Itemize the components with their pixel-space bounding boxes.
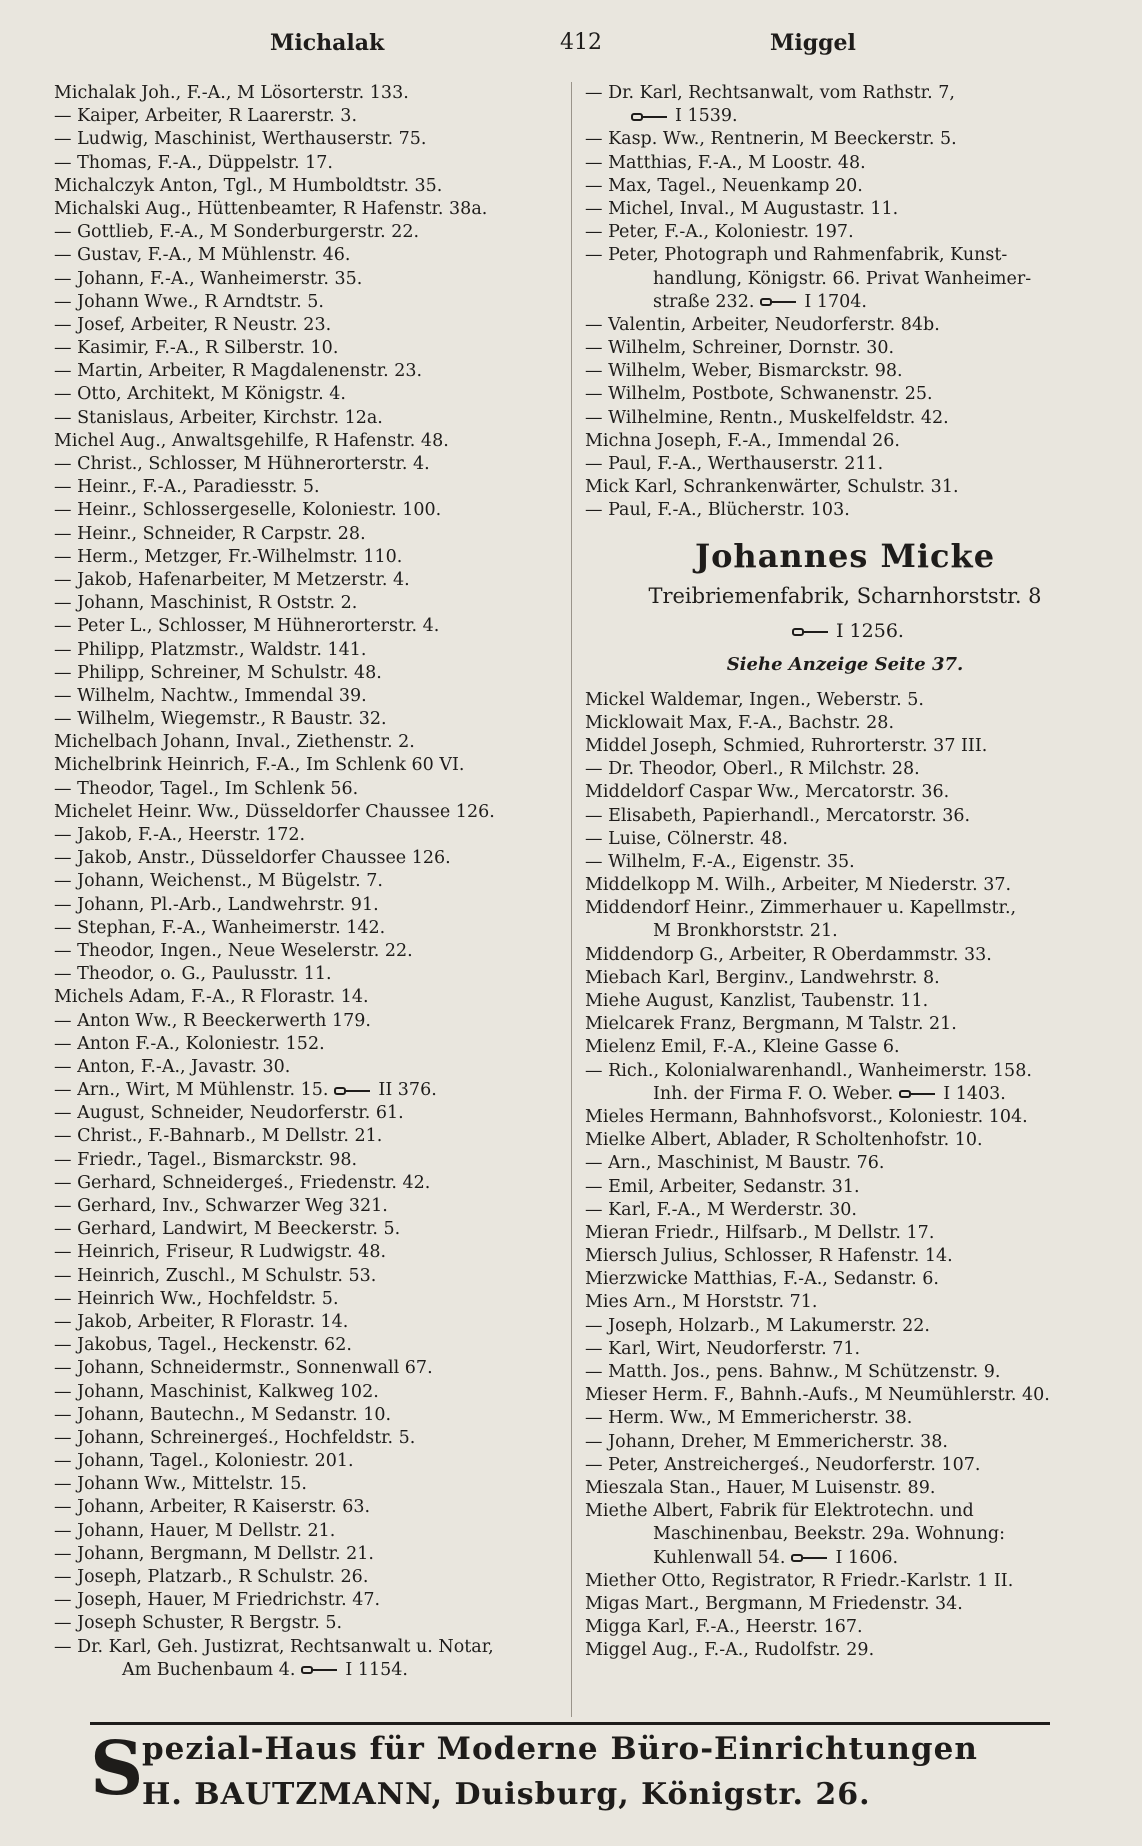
entry-text: — Josef, Arbeiter, R Neustr. 23. [54,314,332,335]
directory-entry [585,781,1105,804]
directory-entry [54,1033,559,1056]
entry-text: — Johann, Bautechn., M Sedanstr. 10. [54,1404,392,1425]
directory-entry [585,1176,1105,1199]
directory-entry [54,940,559,963]
directory-entry [54,152,559,175]
entry-text: — Johann, Dreher, M Emmericherstr. 38. [585,1431,948,1452]
entry-text: — Paul, F.-A., Werthauserstr. 211. [585,454,884,474]
directory-entry [54,847,559,870]
directory-entry [585,1222,1105,1245]
entry-text: — Karl, F.-A., M Werderstr. 30. [585,1199,857,1220]
telephone-number: I 1704. [804,291,867,312]
entry-text: — Kaiper, Arbeiter, R Laarerstr. 3. [54,106,358,127]
directory-entry [585,1036,1105,1059]
entry-text: — Gerhard, Landwirt, M Beeckerstr. 5. [54,1219,401,1240]
entry-text: Migga Karl, F.-A., Heerstr. 167. [585,1617,863,1638]
directory-entry [54,986,559,1009]
entry-text: Mieles Hermann, Bahnhofsvorst., Koloniestr. 104. [585,1106,1028,1127]
directory-entry [54,662,559,685]
telephone-number: I 1539. [675,106,738,127]
entry-text: Mies Arn., M Horststr. 71. [585,1292,818,1313]
entry-text: Inh. der Firma F. O. Weber. [653,1083,894,1104]
directory-entry [54,198,559,221]
directory-entry [54,685,559,708]
directory-entry [54,708,559,731]
directory-entry [54,1195,559,1218]
directory-entry [585,244,1105,267]
directory-entry [54,894,559,917]
directory-entry [585,1013,1105,1036]
entry-text: — Elisabeth, Papierhandl., Mercatorstr. 36. [585,805,971,826]
directory-entry [585,1407,1105,1430]
directory-entry [585,1199,1105,1222]
entry-text: — Peter L., Schlosser, M Hühnerorterstr. 4. [54,616,440,637]
entry-text: — Rich., Kolonialwarenhandl., Wanheimerstr. 158. [585,1060,1032,1081]
entry-text: Miggel Aug., F.-A., Rudolfstr. 29. [585,1640,875,1661]
running-head-right: Miggel [770,30,856,56]
directory-entry [585,1291,1105,1314]
directory-entry [585,476,1105,499]
entry-text: Michalak Joh., F.-A., M Lösorterstr. 133. [54,83,409,103]
directory-entry [54,314,559,337]
entry-text: — Johann, Tagel., Koloniestr. 201. [54,1451,354,1472]
directory-entry [54,1566,559,1589]
right-column-entries-bottom [585,689,1105,1663]
entry-text: — Theodor, o. G., Paulusstr. 11. [54,964,332,985]
directory-entry [54,778,559,801]
directory-entry [54,1311,559,1334]
directory-entry [585,828,1105,851]
entry-text: — Gottlieb, F.-A., M Sonderburgerstr. 22. [54,222,420,243]
directory-entry [585,1338,1105,1361]
directory-entry [54,221,559,244]
directory-entry [54,546,559,569]
directory-entry [585,1106,1105,1129]
advert-phone [585,613,1105,649]
entry-text: — Kasimir, F.-A., R Silberstr. 10. [54,338,339,359]
entry-text: — Gerhard, Schneidergeś., Friedenstr. 42. [54,1172,431,1193]
directory-entry [54,499,559,522]
entry-text: — Wilhelm, Schreiner, Dornstr. 30. [585,338,895,359]
entry-text: — Wilhelm, Nachtw., Immendal 39. [54,685,367,706]
entry-text: Mieszala Stan., Hauer, M Luisenstr. 89. [585,1477,936,1498]
entry-text: — Michel, Inval., M Augustastr. 11. [585,198,899,219]
entry-text: — Dr. Karl, Rechtsanwalt, vom Rathstr. 7, [585,83,955,103]
directory-entry [585,453,1105,476]
entry-text: — Wilhelm, Weber, Bismarckstr. 98. [585,361,903,382]
entry-text: — Heinr., F.-A., Paradiesstr. 5. [54,477,320,498]
directory-entry [585,712,1105,735]
entry-text: Michels Adam, F.-A., R Florastr. 14. [54,987,369,1008]
telephone-number: I 1403. [943,1083,1006,1104]
entry-text: — Wilhelm, Postbote, Schwanenstr. 25. [585,384,933,405]
entry-text: — Wilhelm, Wiegemstr., R Baustr. 32. [54,709,387,730]
banner-initial: S [90,1726,144,1812]
directory-entry [54,476,559,499]
directory-entry [585,128,1105,151]
page-number: 412 [560,30,602,55]
directory-entry [54,1265,559,1288]
footer-advertisement-banner [90,1722,1050,1825]
running-head-left: Michalak [270,30,385,56]
directory-entry [585,82,1105,105]
entry-text: Middendorp G., Arbeiter, R Oberdammstr. 33. [585,944,992,965]
entry-text: Micklowait Max, F.-A., Bachstr. 28. [585,712,895,733]
entry-text: Miehe August, Kanzlist, Taubenstr. 11. [585,991,929,1011]
entry-text: — Johann, Schreinergeś., Hochfeldstr. 5. [54,1427,416,1448]
advert-reference: Siehe Anzeige Seite 37. [726,653,964,675]
entry-text: — Heinrich, Zuschl., M Schulstr. 53. [54,1265,377,1286]
directory-entry [585,1454,1105,1477]
directory-entry [585,1384,1105,1407]
directory-entry [54,1496,559,1519]
entry-text: Michna Joseph, F.-A., Immendal 26. [585,430,900,451]
entry-text: — Heinr., Schlossergeselle, Koloniestr. 100. [54,500,442,521]
entry-text: — Johann, Weichenst., M Bügelstr. 7. [54,871,383,892]
directory-entry [585,758,1105,781]
directory-entry [54,917,559,940]
entry-text: — Johann, F.-A., Wanheimerstr. 35. [54,268,363,289]
entry-text: — Jakob, Arbeiter, R Florastr. 14. [54,1311,349,1332]
directory-entry [54,615,559,638]
entry-text: — Arn., Wirt, M Mühlenstr. 15. [54,1080,329,1101]
directory-entry [585,1593,1105,1616]
telephone-icon [760,297,798,307]
directory-entry [54,592,559,615]
directory-entry [54,523,559,546]
telephone-icon [631,112,669,122]
entry-text: — Philipp, Platzmstr., Waldstr. 141. [54,639,367,660]
directory-entry [54,963,559,986]
entry-text: Middendorf Heinr., Zimmerhauer u. Kapellmstr., [585,898,1017,919]
entry-text: — Johann Ww., Mittelstr. 15. [54,1474,307,1495]
directory-entry [585,1268,1105,1291]
entry-text: Middeldorf Caspar Ww., Mercatorstr. 36. [585,782,950,803]
advert-phone-number: I 1256. [836,619,904,642]
entry-text: Mielenz Emil, F.-A., Kleine Gasse 6. [585,1037,900,1058]
directory-entry [54,1612,559,1635]
entry-text: — Jakob, F.-A., Heerstr. 172. [54,825,306,845]
directory-entry [54,430,559,453]
directory-entry [585,1431,1105,1454]
directory-entry [54,1102,559,1125]
entry-text: Migas Mart., Bergmann, M Friedenstr. 34. [585,1593,963,1614]
entry-text: Michalczyk Anton, Tgl., M Humboldtstr. 35. [54,175,443,196]
entry-text: Middel Joseph, Schmied, Ruhrorterstr. 37 III. [585,735,988,756]
entry-text: — Peter, Anstreichergeś., Neudorferstr. 107. [585,1454,981,1475]
entry-text: — Friedr., Tagel., Bismarckstr. 98. [54,1149,358,1170]
entry-text: — Jakobus, Tagel., Heckenstr. 62. [54,1335,352,1356]
entry-text: Maschinenbau, Beekstr. 29a. Wohnung: [653,1524,1006,1545]
directory-entry [54,128,559,151]
directory-entry [54,1056,559,1079]
directory-entry [54,1636,559,1659]
directory-entry [585,735,1105,758]
directory-entry [585,291,1105,314]
directory-entry [585,1639,1105,1662]
entry-text: — Jakob, Hafenarbeiter, M Metzerstr. 4. [54,569,410,590]
directory-entry [585,1245,1105,1268]
entry-text: Michel Aug., Anwaltsgehilfe, R Hafenstr. 48. [54,430,449,451]
telephone-icon [791,1553,829,1563]
telephone-number: I 1154. [345,1659,408,1680]
directory-entry [54,1404,559,1427]
entry-text: — Otto, Architekt, M Königstr. 4. [54,384,346,405]
entry-text: Miebach Karl, Berginv., Landwehrstr. 8. [585,967,940,988]
entry-text: straße 232. [653,291,755,312]
directory-entry [54,731,559,754]
directory-entry [585,1152,1105,1175]
entry-text: — Paul, F.-A., Blücherstr. 103. [585,500,850,521]
entry-text: Mielke Albert, Ablader, R Scholtenhofstr. 10. [585,1130,983,1151]
entry-text: — Max, Tagel., Neuenkamp 20. [585,175,863,196]
advertisement-micke [585,533,1105,681]
directory-entry [54,244,559,267]
entry-text: Kuhlenwall 54. [653,1547,786,1568]
directory-entry [54,1288,559,1311]
directory-entry [585,944,1105,967]
directory-entry [54,1241,559,1264]
directory-entry [585,805,1105,828]
entry-text: Mielcarek Franz, Bergmann, M Talstr. 21. [585,1014,957,1035]
entry-text: — Johann, Hauer, M Dellstr. 21. [54,1520,336,1541]
entry-text: — Wilhelmine, Rentn., Muskelfeldstr. 42. [585,407,949,428]
entry-text: — Stephan, F.-A., Wanheimerstr. 142. [54,917,386,938]
directory-entry [54,360,559,383]
directory-entry [54,1450,559,1473]
directory-entry [54,1172,559,1195]
entry-text: — Johann, Bergmann, M Dellstr. 21. [54,1543,374,1564]
directory-entry [585,851,1105,874]
directory-entry [585,1361,1105,1384]
directory-entry [585,268,1105,291]
telephone-icon [792,627,830,637]
entry-text: — Anton F.-A., Koloniestr. 152. [54,1033,325,1054]
entry-text: — Johann, Arbeiter, R Kaiserstr. 63. [54,1497,371,1518]
directory-entry [54,1427,559,1450]
directory-entry [54,1589,559,1612]
directory-entry [585,1083,1105,1106]
directory-entry [585,105,1105,128]
directory-entry [585,430,1105,453]
entry-text: — Thomas, F.-A., Düppelstr. 17. [54,152,333,173]
directory-entry [54,569,559,592]
entry-text: — Gustav, F.-A., M Mühlenstr. 46. [54,245,351,266]
entry-text: Miethe Albert, Fabrik für Elektrotechn. und [585,1501,974,1522]
directory-entry [585,152,1105,175]
directory-entry [585,1129,1105,1152]
telephone-number: II 376. [378,1080,437,1101]
entry-text: — Johann Wwe., R Arndtstr. 5. [54,291,324,312]
entry-text: — Theodor, Tagel., Im Schlenk 56. [54,778,359,799]
advert-name: Johannes Micke [694,536,996,575]
entry-text: — Dr. Karl, Geh. Justizrat, Rechtsanwalt u. Notar, [54,1636,494,1657]
directory-entry [585,689,1105,712]
entry-text: — Anton Ww., R Beeckerwerth 179. [54,1010,371,1031]
entry-text: Michalski Aug., Hüttenbeamter, R Hafenstr. 38a. [54,198,488,219]
entry-text: — Herm. Ww., M Emmericherstr. 38. [585,1408,913,1429]
directory-entry [585,1500,1105,1523]
directory-entry [54,407,559,430]
telephone-icon [301,1665,339,1675]
directory-entry [585,407,1105,430]
directory-entry [54,639,559,662]
banner-line-2: H. BAUTZMANN, Duisburg, Königstr. 26. [142,1777,871,1812]
entry-text: — Kasp. Ww., Rentnerin, M Beeckerstr. 5. [585,129,957,150]
directory-entry [585,990,1105,1013]
directory-entry [585,360,1105,383]
entry-text: handlung, Königstr. 66. Privat Wanheimer- [653,268,1032,289]
directory-entry [585,314,1105,337]
entry-text: — Peter, Photograph und Rahmenfabrik, Kunst- [585,245,1008,266]
entry-text: — Dr. Theodor, Oberl., R Milchstr. 28. [585,759,920,780]
entry-text: Miersch Julius, Schlosser, R Hafenstr. 14. [585,1246,953,1267]
entry-text: — Matth. Jos., pens. Bahnw., M Schützenstr. 9. [585,1362,1001,1382]
directory-entry [585,1315,1105,1338]
directory-entry [585,383,1105,406]
entry-text: — Luise, Cölnerstr. 48. [585,828,788,849]
directory-entry [585,1547,1105,1570]
entry-text: Middelkopp M. Wilh., Arbeiter, M Niederstr. 37. [585,875,1012,896]
entry-text: — Gerhard, Inv., Schwarzer Weg 321. [54,1196,388,1216]
entry-text: — Philipp, Schreiner, M Schulstr. 48. [54,662,382,683]
directory-entry [54,1125,559,1148]
directory-entry [54,1334,559,1357]
directory-entry [54,870,559,893]
directory-entry [585,198,1105,221]
entry-text: — Johann, Schneidermstr., Sonnenwall 67. [54,1358,433,1379]
entry-text: — Valentin, Arbeiter, Neudorferstr. 84b. [585,314,940,335]
entry-text: — Peter, F.-A., Koloniestr. 197. [585,222,854,243]
directory-entry [585,499,1105,522]
entry-text: Michelbrink Heinrich, F.-A., Im Schlenk 60 VI. [54,755,465,776]
directory-entry [585,897,1105,920]
entry-text: Mick Karl, Schrankenwärter, Schulstr. 31. [585,477,959,498]
entry-text: Mieser Herm. F., Bahnh.-Aufs., M Neumühlerstr. 40. [585,1385,1050,1406]
directory-entry [54,268,559,291]
directory-entry [585,874,1105,897]
directory-entry [54,1381,559,1404]
directory-entry [54,383,559,406]
column-divider [571,82,572,1717]
entry-text: Mickel Waldemar, Ingen., Weberstr. 5. [585,689,924,710]
directory-entry [585,920,1105,943]
directory-entry [585,1523,1105,1546]
entry-text: Miether Otto, Registrator, R Friedr.-Karlstr. 1 II. [585,1570,1014,1591]
entry-text: — Joseph, Platzarb., R Schulstr. 26. [54,1567,369,1587]
directory-entry [54,1543,559,1566]
directory-entry [54,1357,559,1380]
directory-entry [54,754,559,777]
right-column-entries-top [585,82,1105,523]
entry-text: — Martin, Arbeiter, R Magdalenenstr. 23. [54,361,423,382]
directory-entry [54,82,559,105]
entry-text: — Johann, Maschinist, R Oststr. 2. [54,593,358,614]
directory-entry [54,1149,559,1172]
telephone-number: I 1606. [835,1547,899,1568]
banner-line-1: pezial-Haus für Moderne Büro-Einrichtungen [142,1731,978,1767]
entry-text: — Emil, Arbeiter, Sedanstr. 31. [585,1176,860,1197]
directory-entry [54,453,559,476]
left-column [54,82,559,1682]
entry-text: — Theodor, Ingen., Neue Weselerstr. 22. [54,940,413,961]
entry-text: — Matthias, F.-A., M Loostr. 48. [585,152,866,173]
right-column [585,82,1105,1662]
entry-text: — Christ., F.-Bahnarb., M Dellstr. 21. [54,1126,383,1147]
directory-entry [54,337,559,360]
entry-text: — Heinrich, Friseur, R Ludwigstr. 48. [54,1242,387,1263]
entry-text: — Joseph, Hauer, M Friedrichstr. 47. [54,1590,381,1611]
directory-entry [54,1010,559,1033]
entry-text: — Wilhelm, F.-A., Eigenstr. 35. [585,851,855,872]
directory-entry [585,221,1105,244]
directory-entry [585,967,1105,990]
directory-entry [54,105,559,128]
entry-text: — Joseph, Holzarb., M Lakumerstr. 22. [585,1315,930,1336]
entry-text: Mierzwicke Matthias, F.-A., Sedanstr. 6. [585,1269,939,1290]
directory-entry [585,1477,1105,1500]
entry-text: — Anton, F.-A., Javastr. 30. [54,1056,291,1077]
entry-text: Mieran Friedr., Hilfsarb., M Dellstr. 17. [585,1222,935,1243]
entry-text: — Arn., Maschinist, M Baustr. 76. [585,1153,885,1174]
directory-entry [585,1570,1105,1593]
entry-text: — Johann, Maschinist, Kalkweg 102. [54,1381,379,1402]
directory-entry [54,1079,559,1102]
entry-text: — Herm., Metzger, Fr.-Wilhelmstr. 110. [54,546,403,567]
telephone-icon [334,1086,372,1096]
entry-text: — Heinrich Ww., Hochfeldstr. 5. [54,1288,339,1309]
advert-business: Treibriemenfabrik, Scharnhorststr. 8 [648,583,1042,608]
entry-text: Am Buchenbaum 4. [122,1659,296,1680]
directory-entry [54,824,559,847]
directory-entry [585,1060,1105,1083]
directory-entry [54,1659,559,1682]
entry-text: Michelbach Johann, Inval., Ziethenstr. 2. [54,732,415,753]
entry-text: — Heinr., Schneider, R Carpstr. 28. [54,523,366,544]
telephone-icon [899,1089,937,1099]
directory-entry [54,801,559,824]
directory-entry [585,337,1105,360]
entry-text: — Jakob, Anstr., Düsseldorfer Chaussee 126. [54,848,451,869]
entry-text: — Christ., Schlosser, M Hühnerorterstr. 4. [54,454,430,474]
entry-text: — August, Schneider, Neudorferstr. 61. [54,1103,404,1124]
entry-text: — Johann, Pl.-Arb., Landwehrstr. 91. [54,894,379,915]
directory-entry [54,1473,559,1496]
entry-text: — Ludwig, Maschinist, Werthauserstr. 75. [54,129,427,150]
entry-text: — Stanislaus, Arbeiter, Kirchstr. 12a. [54,407,383,428]
entry-text: — Karl, Wirt, Neudorferstr. 71. [585,1338,861,1359]
entry-text: Michelet Heinr. Ww., Düsseldorfer Chaussee 126. [54,801,495,822]
entry-text: M Bronkhorststr. 21. [653,921,838,942]
entry-text: — Joseph Schuster, R Bergstr. 5. [54,1613,343,1634]
directory-entry [54,175,559,198]
directory-entry [54,291,559,314]
directory-entry [54,1218,559,1241]
directory-entry [54,1520,559,1543]
directory-entry [585,175,1105,198]
directory-entry [585,1616,1105,1639]
